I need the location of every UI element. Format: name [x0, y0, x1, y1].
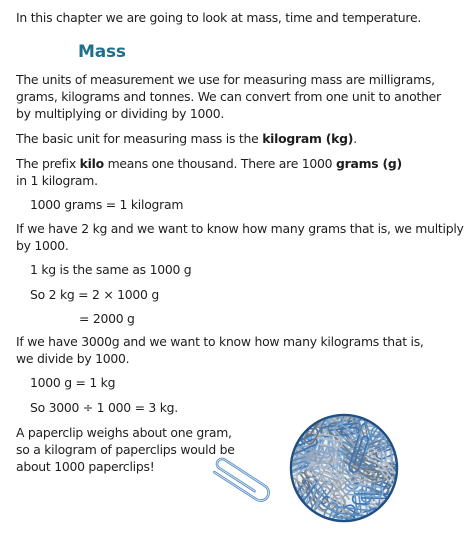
p6-line3: about 1000 paperclips!: [16, 459, 155, 474]
p6-line1: A paperclip weighs about one gram,: [16, 425, 232, 440]
section-heading: Mass: [78, 42, 126, 62]
p5-line1: If we have 3000g and we want to know how many kilograms that is,: [16, 334, 424, 349]
p3-text-a: The prefix: [16, 156, 80, 171]
p2-end: .: [353, 131, 357, 146]
p1-line1: The units of measurement we use for measuring mass are milligrams,: [16, 72, 435, 87]
equation-5: 1000 g = 1 kg: [30, 375, 116, 390]
kilogram-term: kilogram (kg): [262, 131, 354, 146]
equation-2: 1 kg is the same as 1000 g: [30, 262, 192, 277]
p2-line: [16, 131, 357, 146]
grams-term: grams (g): [336, 156, 402, 171]
p3-text-b: means one thousand. There are 1000: [103, 156, 337, 171]
p1-line3: by multiplying or dividing by 1000.: [16, 106, 225, 121]
p4-line2: by 1000.: [16, 238, 69, 253]
paperclip-pile-icon: [285, 412, 403, 524]
p3-line2: in 1 kilogram.: [16, 173, 98, 188]
paperclip-icon: [200, 458, 280, 510]
p2-text: The basic unit for measuring mass is the: [16, 131, 263, 146]
equation-4: = 2000 g: [79, 311, 135, 326]
equation-1: 1000 grams = 1 kilogram: [30, 197, 184, 212]
p1-line2: grams, kilograms and tonnes. We can convert from one unit to another: [16, 89, 441, 104]
p5-line2: we divide by 1000.: [16, 351, 130, 366]
p6-line2: so a kilogram of paperclips would be: [16, 442, 235, 457]
intro-text: In this chapter we are going to look at mass, time and temperature.: [16, 10, 422, 25]
equation-6: So 3000 ÷ 1 000 = 3 kg.: [30, 400, 178, 415]
p4-line1: If we have 2 kg and we want to know how many grams that is, we multiply: [16, 221, 464, 236]
kilo-term: kilo: [79, 156, 104, 171]
p3-line1: [16, 156, 402, 171]
equation-3: So 2 kg = 2 × 1000 g: [30, 287, 159, 302]
